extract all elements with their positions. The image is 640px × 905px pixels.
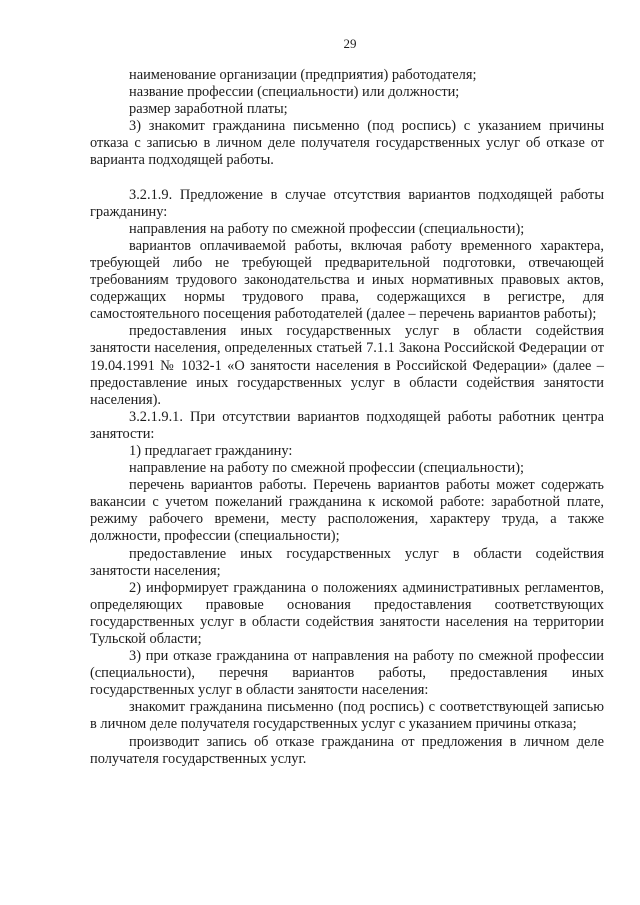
paragraph: 3) при отказе гражданина от направления на работу по смежной профессии (специальности), перечня вариантов работы, предоставления иных государственных услуг в области занятости населения: — [90, 648, 604, 699]
paragraph: производит запись об отказе гражданина от предложения в личном деле получателя государственных услуг. — [90, 733, 604, 767]
paragraph: наименование организации (предприятия) работодателя; — [129, 67, 477, 83]
paragraph: направление на работу по смежной профессии (специальности); — [129, 460, 525, 477]
page-number: 29 — [343, 36, 357, 51]
paragraph: направления на работу по смежной профессии (специальности); — [129, 220, 525, 237]
section-heading-3-2-1-9: 3.2.1.9. Предложение в случае отсутствия вариантов подходящей работы гражданину: — [90, 186, 604, 220]
paragraph: 3) знакомит гражданина письменно (под роспись) с указанием причины отказа с записью в личном деле получателя государственных услуг об отказе от варианта подходящей работы. — [90, 118, 604, 169]
paragraph: предоставление иных государственных услуг в области содействия занятости населения; — [90, 545, 604, 579]
paragraph: размер заработной платы; — [129, 101, 288, 118]
paragraph: 2) информирует гражданина о положениях административных регламентов, определяющих правовые основания предоставления соответствующих государственных услуг в области содействия занятости населения на территории Тульской области; — [90, 579, 604, 647]
paragraph: знакомит гражданина письменно (под роспись) с соответствующей записью в личном деле получателя государственных услуг с указанием причины отказа; — [90, 699, 604, 733]
section-heading-3-2-1-9-1: 3.2.1.9.1. При отсутствии вариантов подходящей работы работник центра занятости: — [90, 408, 604, 442]
paragraph: название профессии (специальности) или должности; — [129, 84, 460, 101]
paragraph: перечень вариантов работы. Перечень вариантов работы может содержать вакансии с учетом пожеланий гражданина к искомой работе: заработной плате, режиму рабочего времени, месту расположения, характеру труда, а также должности, профессии (специальности); — [90, 477, 604, 545]
paragraph: предоставления иных государственных услуг в области содействия занятости населения, определенных статьей 7.1.1 Закона Российской Федерации от 19.04.1991 № 1032-1 «О занятости населения в Российской Федерации» (далее – предоставление иных государственных услуг в области содействия занятости населения). — [90, 323, 604, 408]
paragraph: 1) предлагает гражданину: — [129, 442, 293, 459]
document-body — [90, 67, 604, 768]
paragraph: вариантов оплачиваемой работы, включая работу временного характера, требующей либо не требующей предварительной подготовки, отвечающей требованиям трудового законодательства и иных нормативных правовых актов, содержащих нормы трудового права, содержащихся в регистре, для самостоятельного посещения работодателей (далее – перечень вариантов работы); — [90, 237, 604, 323]
